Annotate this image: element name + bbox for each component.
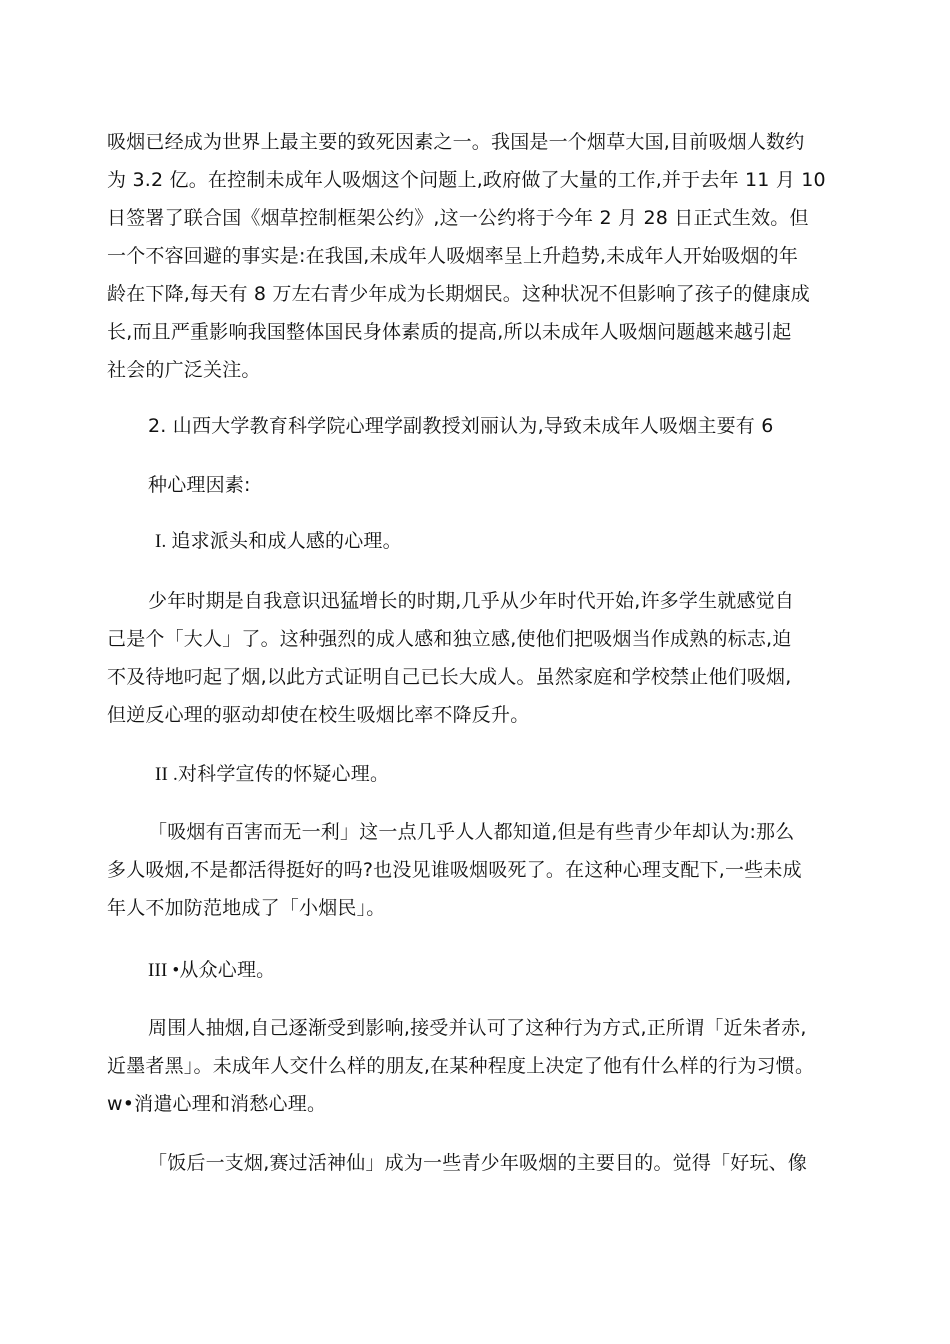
text-line: 但逆反心理的驱动却使在校生吸烟比率不降反升。 <box>107 704 530 726</box>
text-line: 己是个「大人」了。这种强烈的成人感和独立感,使他们把吸烟当作成熟的标志,迫 <box>107 628 792 650</box>
section-heading-2: II .对科学宣传的怀疑心理。 <box>155 764 390 785</box>
section-heading-1: I. 追求派头和成人感的心理。 <box>155 531 402 552</box>
text-line: 近墨者黑」。未成年人交什么样的朋友,在某种程度上决定了他有什么样的行为习惯。 <box>107 1055 815 1077</box>
text-line: 为 3.2 亿。在控制未成年人吸烟这个问题上,政府做了大量的工作,并于去年 11 月 10 <box>107 169 826 191</box>
text-line: 吸烟已经成为世界上最主要的致死因素之一。我国是一个烟草大国,目前吸烟人数约 <box>107 131 805 153</box>
text-line: 龄在下降,每天有 8 万左右青少年成为长期烟民。这种状况不但影响了孩子的健康成 <box>107 283 811 305</box>
section-heading-3: III •从众心理。 <box>148 960 276 981</box>
text-line: 年人不加防范地成了「小烟民」。 <box>107 897 386 919</box>
text-line: 少年时期是自我意识迅猛增长的时期,几乎从少年时代开始,许多学生就感觉自 <box>148 590 795 612</box>
numbered-point-2-continuation: 种心理因素: <box>148 474 251 496</box>
text-line: 长,而且严重影响我国整体国民身体素质的提高,所以未成年人吸烟问题越来越引起 <box>107 321 792 343</box>
text-line: 周围人抽烟,自己逐渐受到影响,接受并认可了这种行为方式,正所谓「近朱者赤, <box>148 1017 807 1039</box>
section-heading-4: w•消遣心理和消愁心理。 <box>107 1093 327 1115</box>
text-line: 日签署了联合国《烟草控制框架公约》,这一公约将于今年 2 月 28 日正式生效。但 <box>107 207 809 229</box>
text-line: 多人吸烟,不是都活得挺好的吗?也没见谁吸烟吸死了。在这种心理支配下,一些未成 <box>107 859 802 881</box>
text-line: 不及待地叼起了烟,以此方式证明自己已长大成人。虽然家庭和学校禁止他们吸烟, <box>107 666 792 688</box>
numbered-point-2: 2. 山西大学教育科学院心理学副教授刘丽认为,导致未成年人吸烟主要有 6 <box>148 415 774 437</box>
text-line: 「饭后一支烟,赛过活神仙」成为一些青少年吸烟的主要目的。觉得「好玩、像 <box>148 1152 808 1174</box>
text-line: 社会的广泛关注。 <box>107 359 261 381</box>
text-line: 「吸烟有百害而无一利」这一点几乎人人都知道,但是有些青少年却认为:那么 <box>148 821 795 843</box>
text-line: 一个不容回避的事实是:在我国,未成年人吸烟率呈上升趋势,未成年人开始吸烟的年 <box>107 245 799 267</box>
